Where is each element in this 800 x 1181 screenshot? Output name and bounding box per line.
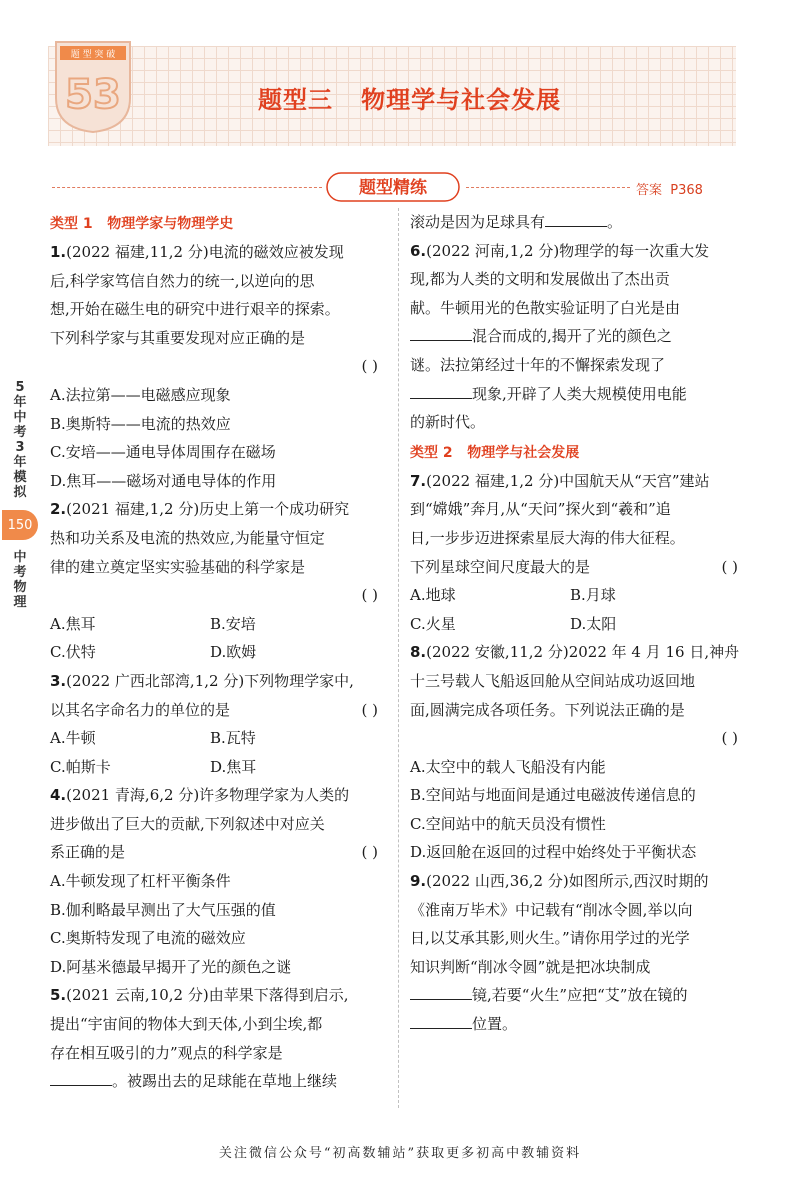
- logo-number: 53: [65, 72, 121, 118]
- text-line: A.太空中的载人飞船没有内能: [410, 757, 606, 776]
- answer-blank: [410, 339, 472, 341]
- question-line: [410, 467, 746, 496]
- option-row: [410, 610, 746, 639]
- sidebar-book-title: 5年中考3年模拟: [13, 380, 27, 500]
- question-number: 8.: [410, 643, 427, 662]
- text-line: D.阿基米德最早揭开了光的颜色之谜: [50, 957, 292, 976]
- option: B.瓦特: [210, 729, 256, 748]
- text-line: D.返回舱在返回的过程中始终处于平衡状态: [410, 843, 697, 862]
- answer-blank: [410, 1027, 472, 1029]
- text-line: 现,都为人类的文明和发展做出了杰出贡: [410, 270, 670, 289]
- text-line: 想,开始在磁生电的研究中进行艰辛的探索。: [50, 300, 340, 319]
- sidebar: [0, 380, 40, 610]
- logo-53-badge: [52, 38, 134, 134]
- fill-blank-line: [50, 1067, 386, 1096]
- text-line: [410, 553, 746, 582]
- option-row: [50, 753, 386, 782]
- answer-blank: [410, 397, 472, 399]
- question-line: [410, 867, 746, 896]
- left-column: [50, 208, 386, 1096]
- question-text: (2022 山西,36,2 分)如图所示,西汉时期的: [426, 872, 709, 891]
- text-line: 下列科学家与其重要发现对应正确的是: [50, 328, 306, 347]
- line-text: 系正确的是: [50, 843, 126, 862]
- answer-paren-line: [50, 581, 386, 610]
- text-line: [50, 838, 386, 867]
- option: C.帕斯卡: [50, 757, 111, 776]
- question-line: [50, 495, 386, 524]
- question-number: 9.: [410, 872, 427, 891]
- text-line: 《淮南万毕术》中记载有“削冰令圆,举以向: [410, 900, 693, 919]
- text-line: 十三号载人飞船返回舱从空间站成功返回地: [410, 671, 696, 690]
- question-text: (2022 广西北部湾,1,2 分)下列物理学家中,: [66, 671, 354, 690]
- text-line: 到“嫦娥”奔月,从“天问”探火到“羲和”追: [410, 500, 671, 519]
- question-line: [410, 638, 746, 667]
- text-line: 日,一步步迈进探索星辰大海的伟大征程。: [410, 528, 685, 547]
- text-line: C.安培——通电导体周围存在磁场: [50, 443, 276, 462]
- option: A.地球: [410, 586, 456, 605]
- text-line: 存在相互吸引的力”观点的科学家是: [50, 1043, 283, 1062]
- logo-top-text: 题 型 突 破: [70, 50, 116, 60]
- answer-paren-line: [410, 724, 746, 753]
- text-line: 献。牛顿用光的色散实验证明了白光是由: [410, 298, 681, 317]
- text-line: C.空间站中的航天员没有惯性: [410, 814, 606, 833]
- answer-paren: ( ): [361, 700, 378, 719]
- answer-blank: [545, 225, 607, 227]
- text-line: 热和功关系及电流的热效应,为能量守恒定: [50, 528, 325, 547]
- footer-note: 关注微信公众号“初高数辅站”获取更多初高中教辅资料: [218, 1146, 582, 1161]
- text-line: B.伽利略最早测出了大气压强的值: [50, 900, 276, 919]
- option: D.欧姆: [210, 643, 257, 662]
- text-line: [50, 696, 386, 725]
- question-text: (2022 福建,1,2 分)中国航天从“天宫”建站: [426, 471, 710, 490]
- text-line: 后,科学家笃信自然力的统一,以逆向的思: [50, 271, 315, 290]
- question-line: [410, 237, 746, 266]
- line-text: 。: [607, 213, 623, 231]
- category-heading: 类型 2 物理学与社会发展: [410, 444, 580, 461]
- option: D.太阳: [570, 614, 617, 633]
- question-number: 6.: [410, 241, 427, 260]
- line-text: 以其名字命名力的单位的是: [50, 700, 231, 719]
- answer-blank: [410, 998, 472, 1000]
- text-line: B.奥斯特——电流的热效应: [50, 414, 231, 433]
- question-line: [50, 981, 386, 1010]
- option: C.火星: [410, 614, 456, 633]
- line-text: 滚动是因为足球具有: [410, 213, 546, 231]
- category-heading: 类型 1 物理学家与物理学史: [50, 216, 234, 232]
- question-number: 3.: [50, 671, 67, 690]
- text-line: D.焦耳——磁场对通电导体的作用: [50, 471, 277, 490]
- line-text: 现象,开辟了人类大规模使用电能: [472, 384, 687, 403]
- fill-blank-line: [410, 322, 746, 351]
- option: B.月球: [570, 586, 616, 605]
- answer-paren-line: [50, 352, 386, 381]
- line-text: 。被踢出去的足球能在草地上继续: [112, 1072, 338, 1091]
- section-badge-text: 题型精练: [359, 178, 427, 198]
- option: A.焦耳: [50, 614, 96, 633]
- fill-blank-line: [410, 380, 746, 409]
- option: D.焦耳: [210, 757, 257, 776]
- answer-blank: [50, 1084, 112, 1086]
- text-line: 进步做出了巨大的贡献,下列叙述中对应关: [50, 814, 325, 833]
- page-number: 150: [2, 510, 38, 540]
- option: B.安培: [210, 614, 256, 633]
- question-text: (2021 青海,6,2 分)许多物理学家为人类的: [66, 786, 350, 805]
- option: C.伏特: [50, 643, 96, 662]
- option-row: [410, 581, 746, 610]
- sidebar-subject: 中考物理: [13, 550, 27, 610]
- section-divider-left: [52, 187, 322, 188]
- question-number: 4.: [50, 786, 67, 805]
- question-number: 7.: [410, 471, 427, 490]
- right-column: [410, 208, 746, 1039]
- question-line: [50, 781, 386, 810]
- answer-paren: ( ): [721, 557, 738, 576]
- question-number: 1.: [50, 243, 67, 261]
- text-line: 面,圆满完成各项任务。下列说法正确的是: [410, 700, 685, 719]
- answer-paren: ( ): [361, 586, 378, 605]
- text-line: A.法拉第——电磁感应现象: [50, 385, 231, 404]
- line-text: 位置。: [472, 1015, 518, 1034]
- option-row: [50, 638, 386, 667]
- text-line: 谜。法拉第经过十年的不懈探索发现了: [410, 355, 666, 374]
- page-title: 题型三 物理学与社会发展: [258, 86, 562, 114]
- option: A.牛顿: [50, 729, 96, 748]
- option-row: [50, 610, 386, 639]
- section-divider-right: [466, 187, 630, 188]
- answer-paren: ( ): [721, 729, 738, 748]
- text-line: C.奥斯特发现了电流的磁效应: [50, 929, 246, 948]
- line-text: 混合而成的,揭开了光的颜色之: [472, 327, 672, 346]
- question-line: [50, 667, 386, 696]
- question-text: (2022 安徽,11,2 分)2022 年 4 月 16 日,神舟: [426, 643, 740, 662]
- text-line: 的新时代。: [410, 413, 486, 432]
- question-text: (2022 河南,1,2 分)物理学的每一次重大发: [426, 241, 710, 260]
- text-line: 律的建立奠定坚实实验基础的科学家是: [50, 557, 306, 576]
- text-line: 日,以艾承其影,则火生。”请你用学过的光学: [410, 929, 690, 948]
- text-line: 提出“宇宙间的物体大到天体,小到尘埃,都: [50, 1015, 323, 1034]
- question-text: (2021 云南,10,2 分)由苹果下落得到启示,: [66, 986, 349, 1005]
- question-text: (2022 福建,11,2 分)电流的磁效应被发现: [66, 243, 344, 261]
- fill-blank-line: [410, 981, 746, 1010]
- text-line: B.空间站与地面间是通过电磁波传递信息的: [410, 786, 696, 805]
- question-number: 5.: [50, 986, 67, 1005]
- option-row: [50, 724, 386, 753]
- question-line: [50, 238, 386, 267]
- question-number: 2.: [50, 500, 67, 519]
- answer-paren: ( ): [361, 843, 378, 862]
- section-badge: [326, 172, 460, 202]
- line-text: 下列星球空间尺度最大的是: [410, 557, 591, 576]
- answer-reference: 答案 P368: [636, 183, 703, 198]
- answer-paren: ( ): [361, 357, 378, 376]
- text-line: A.牛顿发现了杠杆平衡条件: [50, 872, 231, 891]
- line-text: 镜,若要“火生”应把“艾”放在镜的: [472, 986, 688, 1005]
- fill-blank-line: [410, 208, 746, 237]
- column-divider: [398, 208, 399, 1108]
- text-line: 知识判断“削冰令圆”就是把冰块制成: [410, 957, 651, 976]
- question-text: (2021 福建,1,2 分)历史上第一个成功研究: [66, 500, 350, 519]
- fill-blank-line: [410, 1010, 746, 1039]
